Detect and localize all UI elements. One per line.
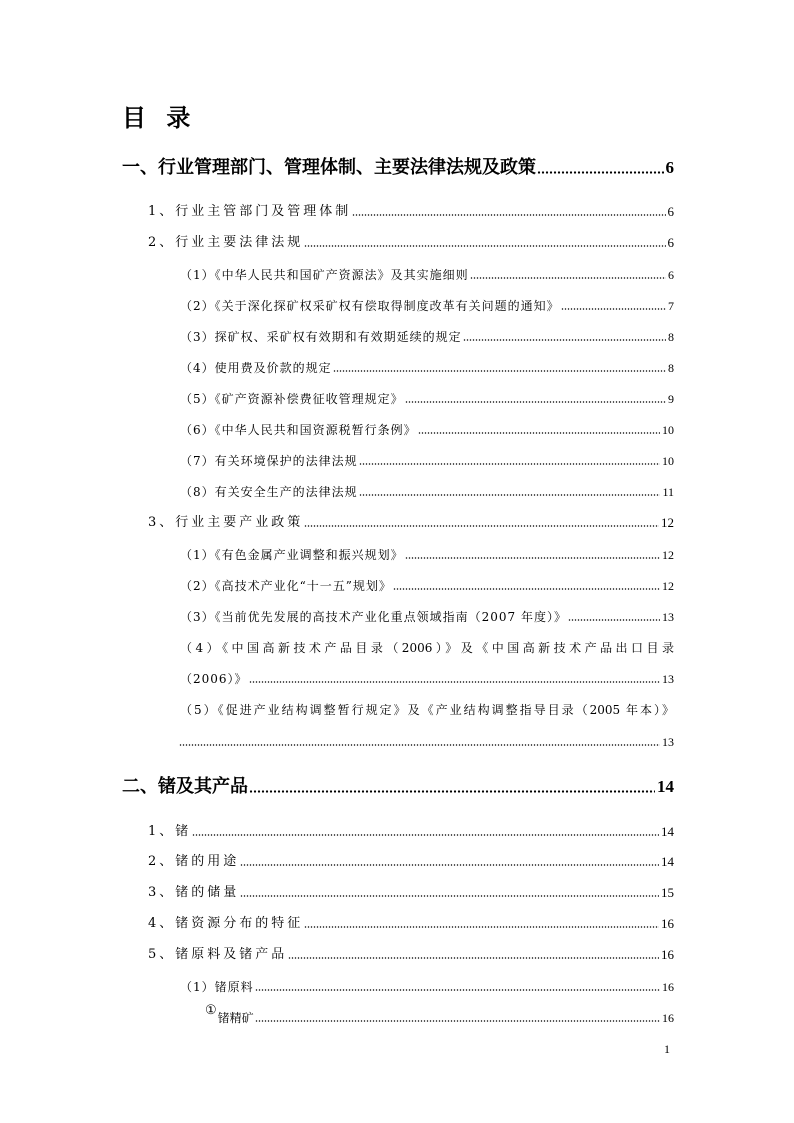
toc-leader bbox=[537, 171, 664, 174]
toc-page-number: 14 bbox=[661, 854, 674, 869]
toc-entry-label-continued: （2006）》 bbox=[180, 672, 248, 686]
circled-number-marker: ① bbox=[205, 1003, 217, 1018]
toc-leader bbox=[561, 308, 666, 310]
toc-entry-label: 1、锗 bbox=[148, 824, 192, 839]
toc-subentry bbox=[180, 298, 674, 314]
toc-entry bbox=[148, 916, 674, 932]
toc-leader bbox=[304, 926, 659, 928]
toc-section-heading bbox=[122, 776, 674, 798]
toc-entry-label: 1、行业主管部门及管理体制 bbox=[148, 204, 352, 219]
toc-leader bbox=[470, 277, 666, 279]
toc-page-number: 16 bbox=[662, 1011, 674, 1025]
toc-subentry bbox=[180, 979, 674, 995]
toc-page-number: 7 bbox=[668, 299, 674, 313]
toc-page-number: 6 bbox=[667, 235, 674, 250]
toc-entry-label: 2、锗的用途 bbox=[148, 854, 240, 869]
toc-page-number: 10 bbox=[662, 454, 674, 468]
toc-page-number: 16 bbox=[661, 916, 674, 931]
toc-entry-label: （2）《高技术产业化“十一五”规划》 bbox=[180, 579, 392, 593]
toc-leader bbox=[288, 957, 659, 959]
toc-leader bbox=[255, 989, 660, 991]
toc-leader bbox=[463, 339, 666, 341]
toc-subentry bbox=[180, 547, 674, 563]
toc-section-label: 二、锗及其产品 bbox=[122, 776, 248, 797]
toc-leader bbox=[568, 619, 660, 621]
toc-page-number: 11 bbox=[662, 485, 674, 499]
toc-leader bbox=[304, 525, 659, 527]
toc-leader bbox=[249, 681, 660, 683]
toc-page-number: 13 bbox=[662, 735, 674, 749]
toc-entry bbox=[148, 885, 674, 901]
toc-leader bbox=[255, 1020, 660, 1022]
toc-page-number: 6 bbox=[668, 268, 674, 282]
toc-entry-label: （6）《中华人民共和国资源税暂行条例》 bbox=[180, 423, 417, 437]
toc-page-number: 6 bbox=[667, 204, 674, 219]
toc-page-number: 8 bbox=[668, 330, 674, 344]
toc-page-number: 13 bbox=[662, 672, 674, 686]
toc-page-number: 13 bbox=[662, 610, 674, 624]
toc-title: 目 录 bbox=[122, 104, 197, 132]
toc-subentry bbox=[180, 267, 674, 283]
toc-subentry bbox=[180, 609, 674, 625]
toc-subentry bbox=[180, 391, 674, 407]
toc-entry-label: （4）使用费及价款的规定 bbox=[180, 361, 332, 375]
toc-entry-label: （1）《中华人民共和国矿产资源法》及其实施细则 bbox=[180, 268, 469, 282]
toc-entry-label: 2、行业主要法律法规 bbox=[148, 235, 304, 250]
toc-page-number: 12 bbox=[661, 515, 674, 530]
toc-subsubentry bbox=[205, 1003, 674, 1026]
toc-page-number: 6 bbox=[665, 158, 674, 177]
toc-leader bbox=[333, 370, 666, 372]
toc-page-number: 16 bbox=[662, 980, 674, 994]
toc-subentry bbox=[180, 453, 674, 469]
toc-leader bbox=[352, 214, 665, 216]
toc-entry-label: （4）《中国高新技术产品目录（2006）》及《中国高新技术产品出口目录 bbox=[180, 641, 674, 655]
toc-entry-label: 4、锗资源分布的特征 bbox=[148, 916, 304, 931]
toc-page-number: 15 bbox=[661, 885, 674, 900]
toc-entry bbox=[148, 854, 674, 870]
toc-leader bbox=[359, 494, 661, 496]
toc-entry-label: （1）《有色金属产业调整和振兴规划》 bbox=[180, 548, 404, 562]
toc-entry-label: 锗精矿 bbox=[217, 1011, 254, 1025]
toc-leader bbox=[240, 895, 659, 897]
page-footer-number: 1 bbox=[664, 1042, 670, 1056]
toc-leader bbox=[393, 588, 660, 590]
toc-entry-label: 5、锗原料及锗产品 bbox=[148, 947, 288, 962]
toc-leader bbox=[405, 401, 666, 403]
toc-leader bbox=[249, 790, 655, 793]
toc-entry-label: （5）《促进产业结构调整暂行规定》及《产业结构调整指导目录（2005 年本）》 bbox=[180, 703, 674, 717]
toc-page-number: 10 bbox=[662, 423, 674, 437]
toc-leader bbox=[359, 463, 660, 465]
toc-leader bbox=[405, 557, 660, 559]
toc-page-number: 9 bbox=[668, 392, 674, 406]
toc-subentry bbox=[178, 734, 674, 750]
toc-leader bbox=[418, 432, 660, 434]
toc-entry bbox=[148, 235, 674, 251]
toc-entry-label: （3）《当前优先发展的高技术产业化重点领域指南（2007 年度）》 bbox=[180, 610, 567, 624]
toc-subentry bbox=[180, 360, 674, 376]
toc-page-number: 12 bbox=[662, 548, 674, 562]
toc-page-number: 12 bbox=[662, 579, 674, 593]
toc-subentry bbox=[180, 671, 674, 687]
toc-page-number: 14 bbox=[657, 777, 674, 796]
toc-entry-label: （8）有关安全生产的法律法规 bbox=[180, 485, 358, 499]
toc-entry-label: 3、锗的储量 bbox=[148, 885, 240, 900]
toc-entry bbox=[148, 204, 674, 220]
toc-leader bbox=[240, 864, 659, 866]
toc-entry-label: 3、行业主要产业政策 bbox=[148, 515, 304, 530]
toc-subentry bbox=[180, 329, 674, 345]
toc-entry bbox=[148, 824, 674, 840]
toc-section-label: 一、行业管理部门、管理体制、主要法律法规及政策 bbox=[122, 157, 536, 178]
toc-entry-label: （5）《矿产资源补偿费征收管理规定》 bbox=[180, 392, 404, 406]
toc-section-heading bbox=[122, 157, 674, 179]
toc-leader bbox=[179, 744, 660, 746]
toc-entry-label: （1）锗原料 bbox=[180, 980, 254, 994]
toc-page-number: 8 bbox=[668, 361, 674, 375]
toc-entry bbox=[148, 515, 674, 531]
toc-page-number: 14 bbox=[661, 824, 674, 839]
toc-subentry bbox=[180, 578, 674, 594]
toc-subentry bbox=[180, 484, 674, 500]
toc-page-number: 16 bbox=[661, 947, 674, 962]
toc-entry-label: （7）有关环境保护的法律法规 bbox=[180, 454, 358, 468]
toc-entry bbox=[148, 947, 674, 963]
toc-leader bbox=[192, 834, 659, 836]
toc-subentry bbox=[180, 422, 674, 438]
toc-entry-label: （3）探矿权、采矿权有效期和有效期延续的规定 bbox=[180, 330, 462, 344]
toc-leader bbox=[304, 245, 665, 247]
toc-entry-label: （2）《关于深化探矿权采矿权有偿取得制度改革有关问题的通知》 bbox=[180, 299, 560, 313]
